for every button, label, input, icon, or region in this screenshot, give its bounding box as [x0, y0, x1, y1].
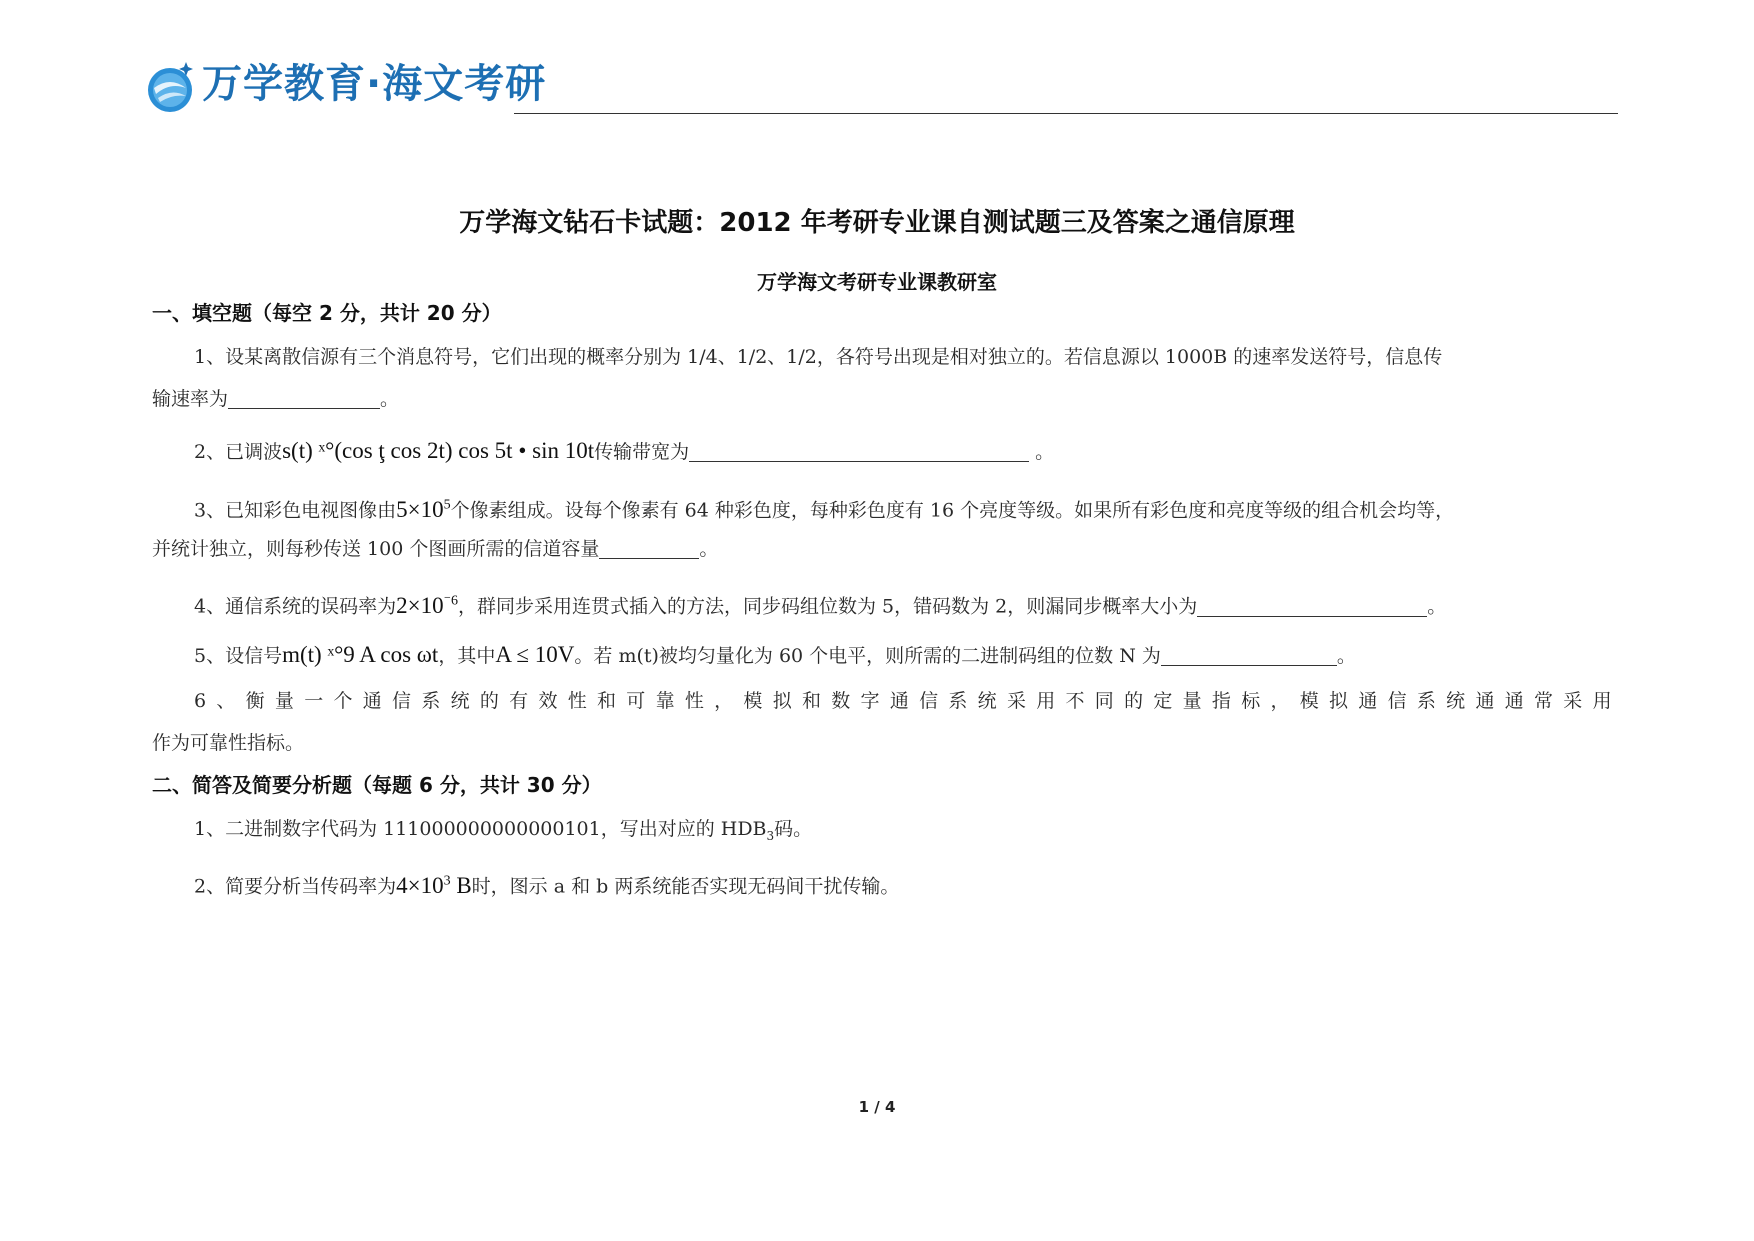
question-6-char: 采 [1563, 690, 1583, 712]
question-6-char: 通 [362, 690, 382, 712]
question-6-char: 有 [509, 690, 529, 712]
question-6-char: 信 [1387, 690, 1407, 712]
short-question-1-subscript: 3 [766, 828, 775, 843]
question-3-line-1 [194, 490, 1612, 526]
question-6-char: 量 [274, 690, 294, 712]
question-6-char: 统 [1446, 690, 1466, 712]
question-6-char: 的 [1124, 690, 1144, 712]
question-6-char: 的 [479, 690, 499, 712]
question-2-end: 。 [1029, 441, 1055, 463]
question-5-prefix: 5、设信号 [194, 645, 283, 667]
question-6-char: 通 [1475, 690, 1495, 712]
header-divider [514, 113, 1618, 114]
question-6-char: 统 [977, 690, 997, 712]
question-6-char: 拟 [1329, 690, 1349, 712]
question-6-char: 、 [216, 690, 236, 712]
question-6-char: 数 [831, 690, 851, 712]
document-title: 万学海文钻石卡试题：2012 年考研专业课自测试题三及答案之通信原理 [459, 208, 1295, 238]
question-6-char: ， [714, 690, 734, 712]
question-6-char: 通 [1358, 690, 1378, 712]
question-6-char: 通 [1504, 690, 1524, 712]
question-2-formula: s(t) ˣ°(cos ţ cos 2t) cos 5t • sin 10t [282, 438, 595, 463]
question-4-text: ，群同步采用连贯式插入的方法，同步码组位数为 5，错码数为 2，则漏同步概率大小为 [457, 595, 1198, 618]
answer-blank [689, 439, 1029, 462]
question-4-prefix: 4、通信系统的误码率为 [194, 595, 397, 618]
question-6-line-2: 作为可靠性指标。 [152, 732, 305, 754]
question-3-text: 个像素组成。设每个像素有 64 种彩色度，每种彩色度有 16 个亮度等级。如果所有彩色度和亮度等级的组合机会均等， [450, 499, 1455, 522]
question-6-char: 系 [421, 690, 441, 712]
question-6-char: 靠 [655, 690, 675, 712]
question-6-char: 统 [450, 690, 470, 712]
question-5-text: 。若 m(t)被均匀量化为 60 个电平，则所需的二进制码组的位数 N 为 [574, 645, 1161, 667]
answer-blank [1161, 643, 1337, 666]
question-6-char: 常 [1534, 690, 1554, 712]
question-6-char: 信 [919, 690, 939, 712]
question-1-line-2 [152, 384, 1612, 414]
question-6-char: 采 [1006, 690, 1026, 712]
question-6-char: 和 [597, 690, 617, 712]
question-5-mid: ，其中 [438, 645, 496, 667]
question-6-char: 系 [1416, 690, 1436, 712]
question-6-char: 用 [1592, 690, 1612, 712]
page-header [146, 52, 1618, 122]
brand-name: 万学教育·海文考研 [202, 61, 547, 107]
question-6-char: ， [1270, 690, 1290, 712]
question-6-char: 个 [333, 690, 353, 712]
answer-blank [228, 386, 380, 409]
question-3-formula: $5\times 10^5$ [396, 496, 451, 522]
question-6-char: 系 [948, 690, 968, 712]
question-6-char: 通 [889, 690, 909, 712]
short-question-2-text: 时，图示 a 和 b 两系统能否实现无码间干扰传输。 [471, 875, 900, 898]
short-question-1-text: 1、二进制数字代码为 111000000000000101，写出对应的 HDB [194, 818, 767, 840]
short-question-1-end: 码。 [774, 818, 813, 840]
question-6-char: 定 [1153, 690, 1173, 712]
answer-blank [599, 536, 699, 559]
question-2-mid: 传输带宽为 [594, 441, 690, 463]
question-6-char: 量 [1182, 690, 1202, 712]
section2-heading: 二、简答及简要分析题（每题 6 分，共计 30 分） [152, 773, 602, 797]
question-4-end: 。 [1427, 595, 1447, 618]
question-6-char: 性 [567, 690, 587, 712]
question-4-formula: $2\times 10^{^-6}$ [396, 592, 458, 618]
page-number: 1 / 4 [858, 1098, 896, 1116]
question-6-char: 指 [1211, 690, 1231, 712]
short-question-1 [194, 814, 1612, 851]
question-3-line-2 [152, 534, 1612, 564]
question-1-end: 。 [380, 388, 400, 410]
question-5-formula-2: A ≤ 10V [495, 642, 575, 667]
document-subtitle: 万学海文考研专业课教研室 [757, 270, 997, 294]
question-1-text: 输速率为 [152, 388, 229, 410]
question-6-line-1 [194, 686, 1612, 716]
question-6-char: 同 [1094, 690, 1114, 712]
short-question-2-formula: $4\times 10^3$ B [396, 872, 472, 898]
question-4 [194, 586, 1612, 622]
question-6-char: 6 [194, 690, 207, 712]
question-5 [194, 640, 1612, 671]
question-3-prefix: 3、已知彩色电视图像由 [194, 499, 397, 522]
question-6-char: 和 [801, 690, 821, 712]
question-6-char: 性 [684, 690, 704, 712]
globe-swirl-logo-icon [146, 58, 198, 114]
question-1-line-1: 1、设某离散信源有三个消息符号，它们出现的概率分别为 1/4、1/2、1/2，各符号出现是相对独立的。若信息源以 1000B 的速率发送符号，信息传 [194, 346, 1443, 368]
question-6-char: 一 [304, 690, 324, 712]
question-3-end: 。 [699, 538, 719, 560]
question-2-prefix: 2、已调波 [194, 441, 283, 463]
question-6-char: 模 [743, 690, 763, 712]
answer-blank [1197, 594, 1427, 617]
short-question-2 [194, 866, 1612, 902]
question-5-formula: m(t) ˣ°9 A cos ωt [282, 642, 439, 667]
question-6-char: 标 [1241, 690, 1261, 712]
short-question-2-prefix: 2、简要分析当传码率为 [194, 875, 397, 898]
question-2 [194, 436, 1612, 467]
question-6-char: 不 [1065, 690, 1085, 712]
question-5-end: 。 [1336, 645, 1356, 667]
question-6-char: 字 [860, 690, 880, 712]
question-6-char: 用 [1036, 690, 1056, 712]
question-6-char: 拟 [772, 690, 792, 712]
question-6-char: 模 [1299, 690, 1319, 712]
question-6-char: 信 [392, 690, 412, 712]
question-6-char: 可 [626, 690, 646, 712]
question-3-text-2: 并统计独立，则每秒传送 100 个图画所需的信道容量 [152, 538, 600, 560]
question-6-char: 效 [538, 690, 558, 712]
section1-heading: 一、填空题（每空 2 分，共计 20 分） [152, 301, 502, 325]
question-6-char: 衡 [245, 690, 265, 712]
